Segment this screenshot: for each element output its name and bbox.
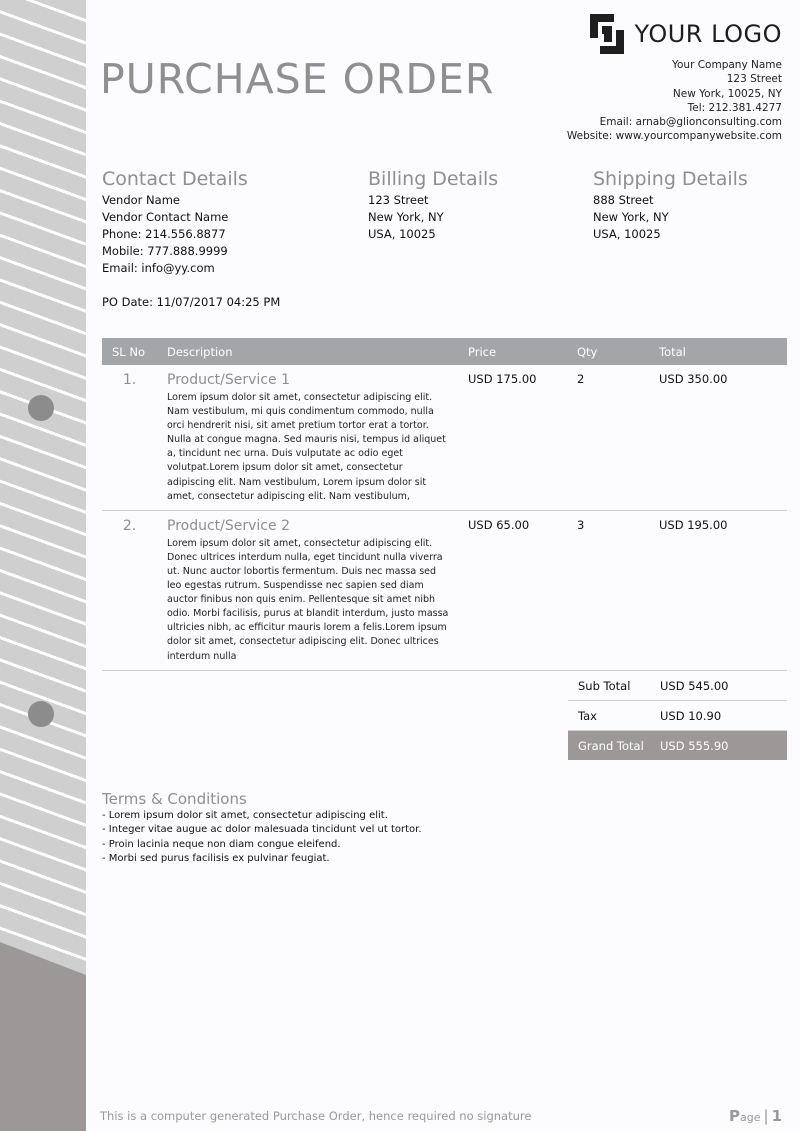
term-item: - Integer vitae augue ac dolor malesuada tincidunt vel ut tortor. [102, 824, 422, 836]
company-info [567, 58, 782, 144]
interlocking-squares-logo-icon [588, 12, 626, 56]
row-description-cell [157, 510, 458, 670]
grand-total-label: Grand Total [568, 731, 650, 761]
grand-total-value: USD 555.90 [650, 731, 787, 761]
decorative-sidebar [0, 0, 86, 1131]
billing-line: 123 Street [368, 193, 429, 207]
contact-line: Vendor Contact Name [102, 210, 229, 224]
product-name: Product/Service 2 [167, 517, 290, 534]
subtotal-value: USD 545.00 [650, 671, 787, 701]
terms-section [102, 790, 422, 866]
shipping-details [593, 168, 748, 243]
page-number [729, 1106, 782, 1125]
punch-hole-bottom [28, 701, 54, 727]
company-street: 123 Street [726, 73, 782, 86]
grand-total-row [568, 731, 787, 761]
table-row [102, 365, 787, 510]
header-price: Price [458, 338, 567, 365]
page-label-initial: P [729, 1107, 740, 1125]
company-tel: Tel: 212.381.4277 [687, 101, 782, 114]
footer-note: This is a computer generated Purchase Order, hence required no signature [100, 1109, 532, 1123]
page-separator: | [763, 1107, 769, 1125]
row-description-cell [157, 365, 458, 510]
header-qty: Qty [567, 338, 649, 365]
sidebar-bottom-block [0, 0, 86, 1131]
punch-hole-top [28, 395, 54, 421]
row-sl-no: 1. [102, 365, 157, 510]
shipping-line: USA, 10025 [593, 227, 661, 241]
term-item: - Lorem ipsum dolor sit amet, consectetur adipiscing elit. [102, 810, 388, 821]
contact-line: Email: info@yy.com [102, 261, 215, 275]
row-price: USD 175.00 [458, 365, 567, 510]
items-table [102, 338, 787, 671]
shipping-heading: Shipping Details [593, 168, 748, 190]
billing-line: New York, NY [368, 210, 444, 224]
product-description: Lorem ipsum dolor sit amet, consectetur adipiscing elit. Nam vestibulum, mi quis condimentum commodo, nulla orci hendrerit nisi, sit amet pretium tortor erat a tortor. Nulla at congue magna. Sed mauris nisi, tempus id aliquet a, tincidunt nec urna. Duis vulputate ac odio eget volutpat.Lorem ipsum dolor sit amet, consectetur adipiscing elit. Nam vestibulum, Lorem ipsum dolor sit amet, consectetur adipiscing elit. Nam vestibulum, [167, 392, 446, 502]
row-qty: 2 [567, 365, 649, 510]
row-sl-no: 2. [102, 510, 157, 670]
totals-table [568, 671, 787, 760]
contact-line: Mobile: 777.888.9999 [102, 244, 228, 258]
company-email: Email: arnab@glionconsulting.com [599, 116, 782, 129]
tax-row [568, 701, 787, 731]
table-row [102, 510, 787, 670]
shipping-line: 888 Street [593, 193, 654, 207]
row-total: USD 195.00 [649, 510, 787, 670]
company-website: Website: www.yourcompanywebsite.com [566, 130, 782, 143]
header-sl-no: SL No [102, 338, 157, 365]
contact-heading: Contact Details [102, 168, 248, 190]
billing-heading: Billing Details [368, 168, 499, 190]
shipping-line: New York, NY [593, 210, 669, 224]
tax-value: USD 10.90 [650, 701, 787, 731]
tax-label: Tax [568, 701, 650, 731]
product-description: Lorem ipsum dolor sit amet, consectetur adipiscing elit. Donec ultrices interdum nulla, eget tincidunt nulla viverra ut. Nunc auctor lobortis fermentum. Duis nec massa sed leo egestas rutrum. Suspendisse nec sapien sed diam auctor finibus non quis enim. Pellentesque sit amet nibh odio. Morbi facilisis, purus at blandit interdum, justo massa ultricies nibh, ac efficitur mauris lorem a felis.Lorem ipsum dolor sit amet, consectetur adipiscing elit. Donec ultrices interdum nulla [167, 537, 449, 662]
page-title: PURCHASE ORDER [100, 55, 495, 103]
terms-heading: Terms & Conditions [102, 790, 247, 808]
subtotal-label: Sub Total [568, 671, 650, 701]
contact-line: Vendor Name [102, 193, 180, 207]
row-total: USD 350.00 [649, 365, 787, 510]
page-number-value: 1 [771, 1107, 782, 1125]
contact-details [102, 168, 248, 277]
term-item: - Proin lacinia neque non diam congue eleifend. [102, 838, 341, 850]
row-price: USD 65.00 [458, 510, 567, 670]
company-city: New York, 10025, NY [672, 87, 782, 100]
logo-text: YOUR LOGO [634, 20, 782, 48]
billing-line: USA, 10025 [368, 227, 436, 241]
company-name: Your Company Name [671, 59, 782, 71]
header-total: Total [649, 338, 787, 365]
product-name: Product/Service 1 [167, 372, 290, 388]
table-header-row [102, 338, 787, 365]
page-label-rest: age [740, 1111, 761, 1124]
billing-details [368, 168, 498, 243]
header-description: Description [157, 338, 458, 365]
row-qty: 3 [567, 510, 649, 670]
po-date: PO Date: 11/07/2017 04:25 PM [102, 295, 281, 309]
contact-line: Phone: 214.556.8877 [102, 227, 226, 241]
company-logo [588, 12, 782, 56]
term-item: - Morbi sed purus facilisis ex pulvinar feugiat. [102, 852, 330, 864]
subtotal-row [568, 671, 787, 701]
